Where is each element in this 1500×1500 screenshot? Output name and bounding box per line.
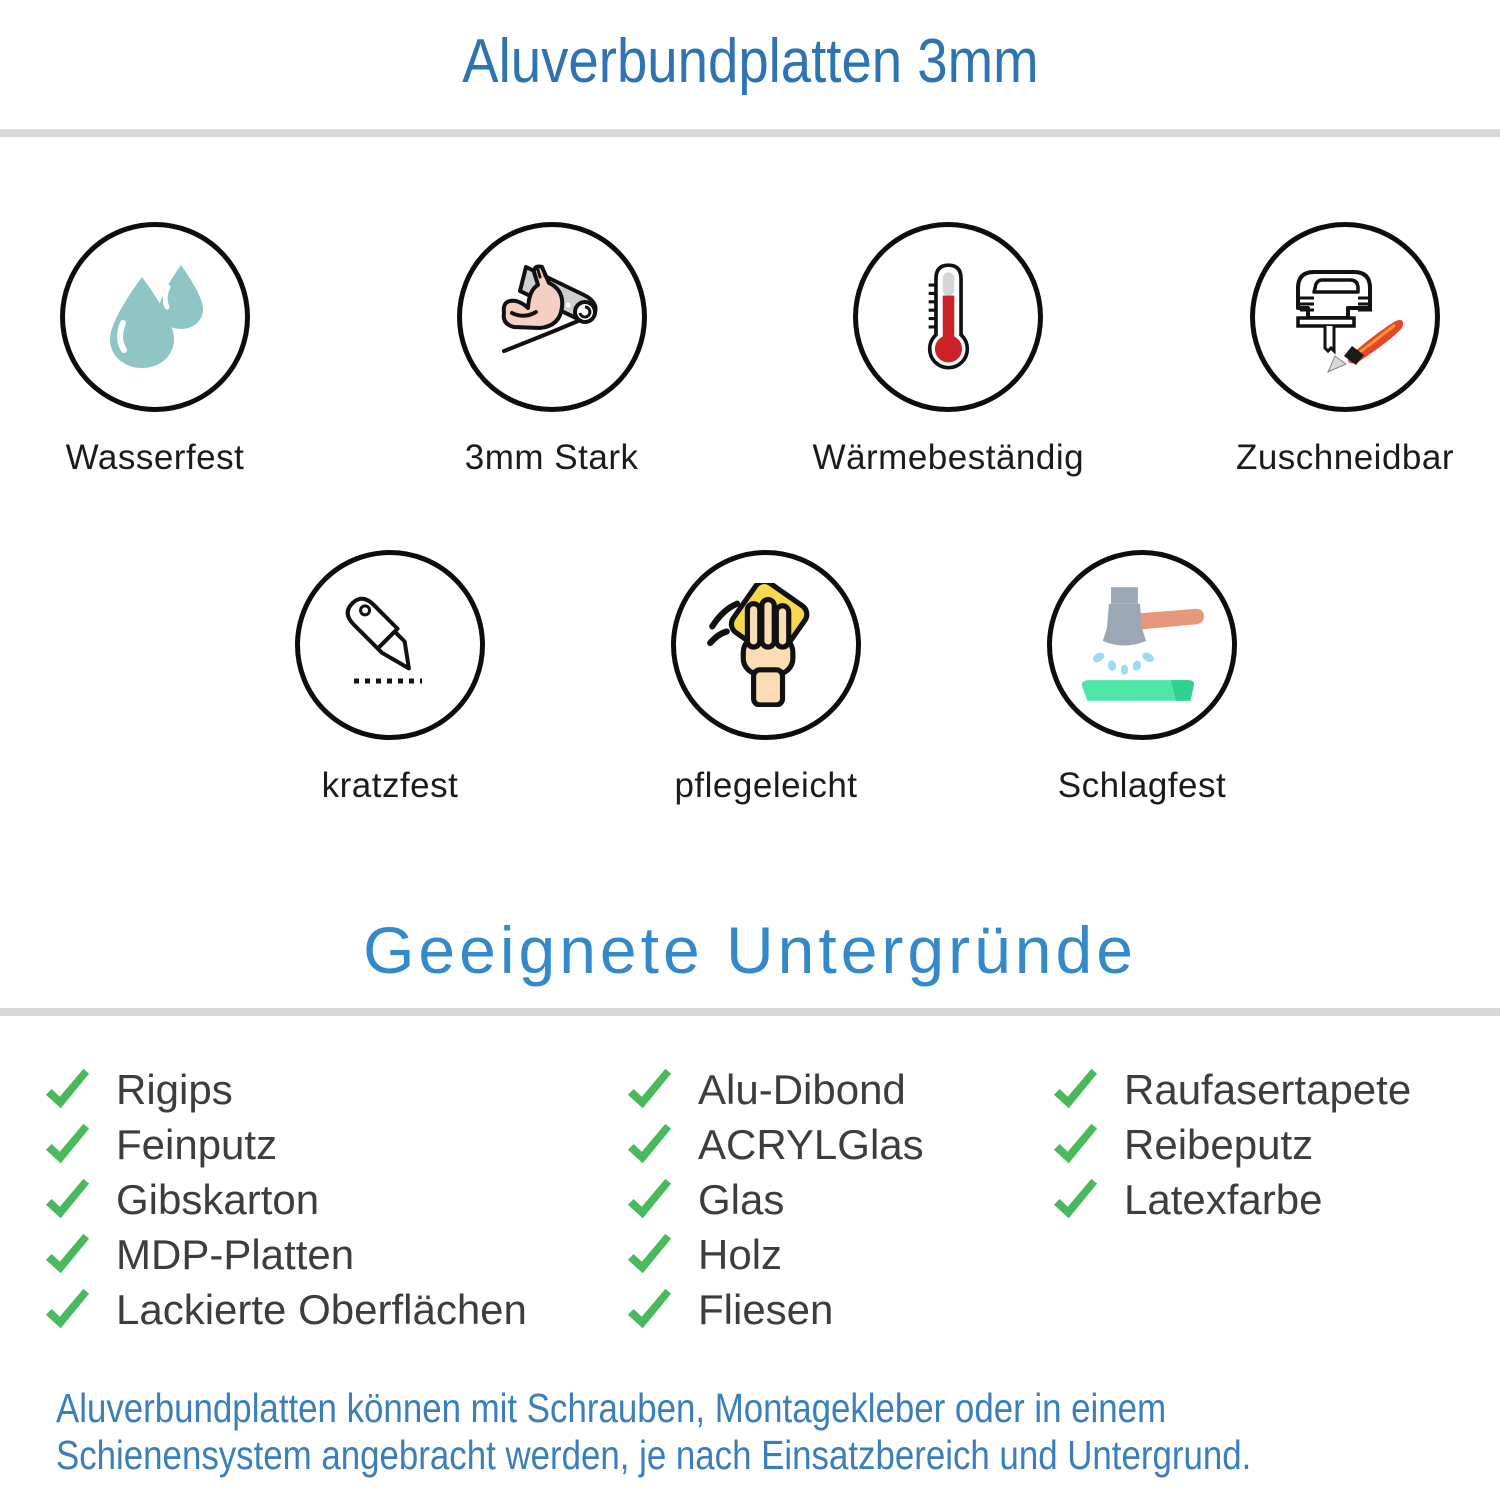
feature-label: Wärmebeständig [812, 438, 1085, 477]
cleaning-hand-icon [704, 583, 828, 707]
page-title-text: Aluverbundplatten 3mm [461, 27, 1039, 96]
utility-knife-icon [330, 585, 450, 705]
mounting-note-line1: Aluverbundplatten können mit Schrauben, Montagekleber oder in einem [56, 1385, 1167, 1431]
water-drops-icon [95, 257, 215, 377]
checkmark-icon [622, 1121, 676, 1169]
feature-circle [295, 550, 485, 740]
list-item-label: Rigips [116, 1065, 233, 1113]
list-item-label: Glas [698, 1175, 785, 1223]
thermometer-icon [891, 260, 1006, 375]
list-item [1048, 1117, 1411, 1172]
list-item-label: Raufasertapete [1124, 1065, 1412, 1113]
substrate-column-2 [622, 1062, 1048, 1337]
list-item-label: Feinputz [116, 1120, 278, 1168]
list-item-label: Holz [698, 1230, 783, 1278]
checkmark-icon [40, 1176, 94, 1224]
list-item-label: Reibeputz [1124, 1120, 1314, 1168]
list-item [40, 1062, 622, 1117]
feature-circle [671, 550, 861, 740]
checkmark-icon [40, 1121, 94, 1169]
divider-top [0, 129, 1500, 137]
substrate-list [40, 1062, 1411, 1337]
feature-strength [457, 222, 647, 478]
divider-substrates [0, 1008, 1500, 1016]
checkmark-icon [40, 1066, 94, 1114]
section-title-substrates: Geeignete Untergründe [363, 913, 1137, 987]
feature-label: Wasserfest [65, 438, 245, 477]
checkmark-icon [622, 1176, 676, 1224]
feature-circle [1250, 222, 1440, 412]
list-item [40, 1282, 622, 1337]
list-item-label: Fliesen [698, 1285, 834, 1333]
substrate-column-3 [1048, 1062, 1411, 1227]
list-item [40, 1172, 622, 1227]
list-item [40, 1227, 622, 1282]
feature-row-2 [295, 550, 1500, 806]
feature-waterproof [60, 222, 250, 478]
list-item [622, 1227, 1048, 1282]
list-item [40, 1117, 622, 1172]
list-item-label: Latexfarbe [1124, 1175, 1323, 1223]
feature-heat-resistant [812, 222, 1085, 478]
list-item-label: MDP-Platten [116, 1230, 355, 1278]
feature-easy-care [671, 550, 861, 806]
mounting-note-line2: Schienensystem angebracht werden, je nach Einsatzbereich und Untergrund. [56, 1432, 1252, 1478]
feature-row-1 [0, 222, 1500, 478]
list-item [622, 1062, 1048, 1117]
checkmark-icon [622, 1231, 676, 1279]
list-item [1048, 1062, 1411, 1117]
checkmark-icon [1048, 1176, 1102, 1224]
feature-label: Schlagfest [1057, 766, 1227, 805]
list-item [1048, 1172, 1411, 1227]
list-item-label: Lackierte Oberflächen [116, 1285, 527, 1333]
list-item-label: Alu-Dibond [698, 1065, 906, 1113]
checkmark-icon [1048, 1121, 1102, 1169]
feature-cuttable [1235, 222, 1455, 478]
checkmark-icon [622, 1066, 676, 1114]
checkmark-icon [40, 1286, 94, 1334]
feature-impact-resistant [1047, 550, 1237, 806]
feature-label: Zuschneidbar [1235, 438, 1455, 477]
list-item-label: ACRYLGlas [698, 1120, 924, 1168]
substrate-column-1 [40, 1062, 622, 1337]
list-item [622, 1172, 1048, 1227]
hammer-icon [1078, 583, 1206, 707]
feature-label: 3mm Stark [464, 438, 639, 477]
checkmark-icon [622, 1286, 676, 1334]
feature-circle [853, 222, 1043, 412]
feature-scratch-resistant [295, 550, 485, 806]
muscle-arm-icon [489, 257, 615, 377]
feature-circle [60, 222, 250, 412]
page-title [0, 26, 1500, 97]
checkmark-icon [40, 1231, 94, 1279]
feature-circle [1047, 550, 1237, 740]
list-item-label: Gibskarton [116, 1175, 320, 1223]
feature-circle [457, 222, 647, 412]
list-item [622, 1117, 1048, 1172]
feature-label: pflegeleicht [674, 766, 858, 805]
list-item [622, 1282, 1048, 1337]
mounting-note [56, 1385, 1251, 1479]
checkmark-icon [1048, 1066, 1102, 1114]
jigsaw-icon [1280, 256, 1410, 378]
feature-label: kratzfest [321, 766, 459, 805]
